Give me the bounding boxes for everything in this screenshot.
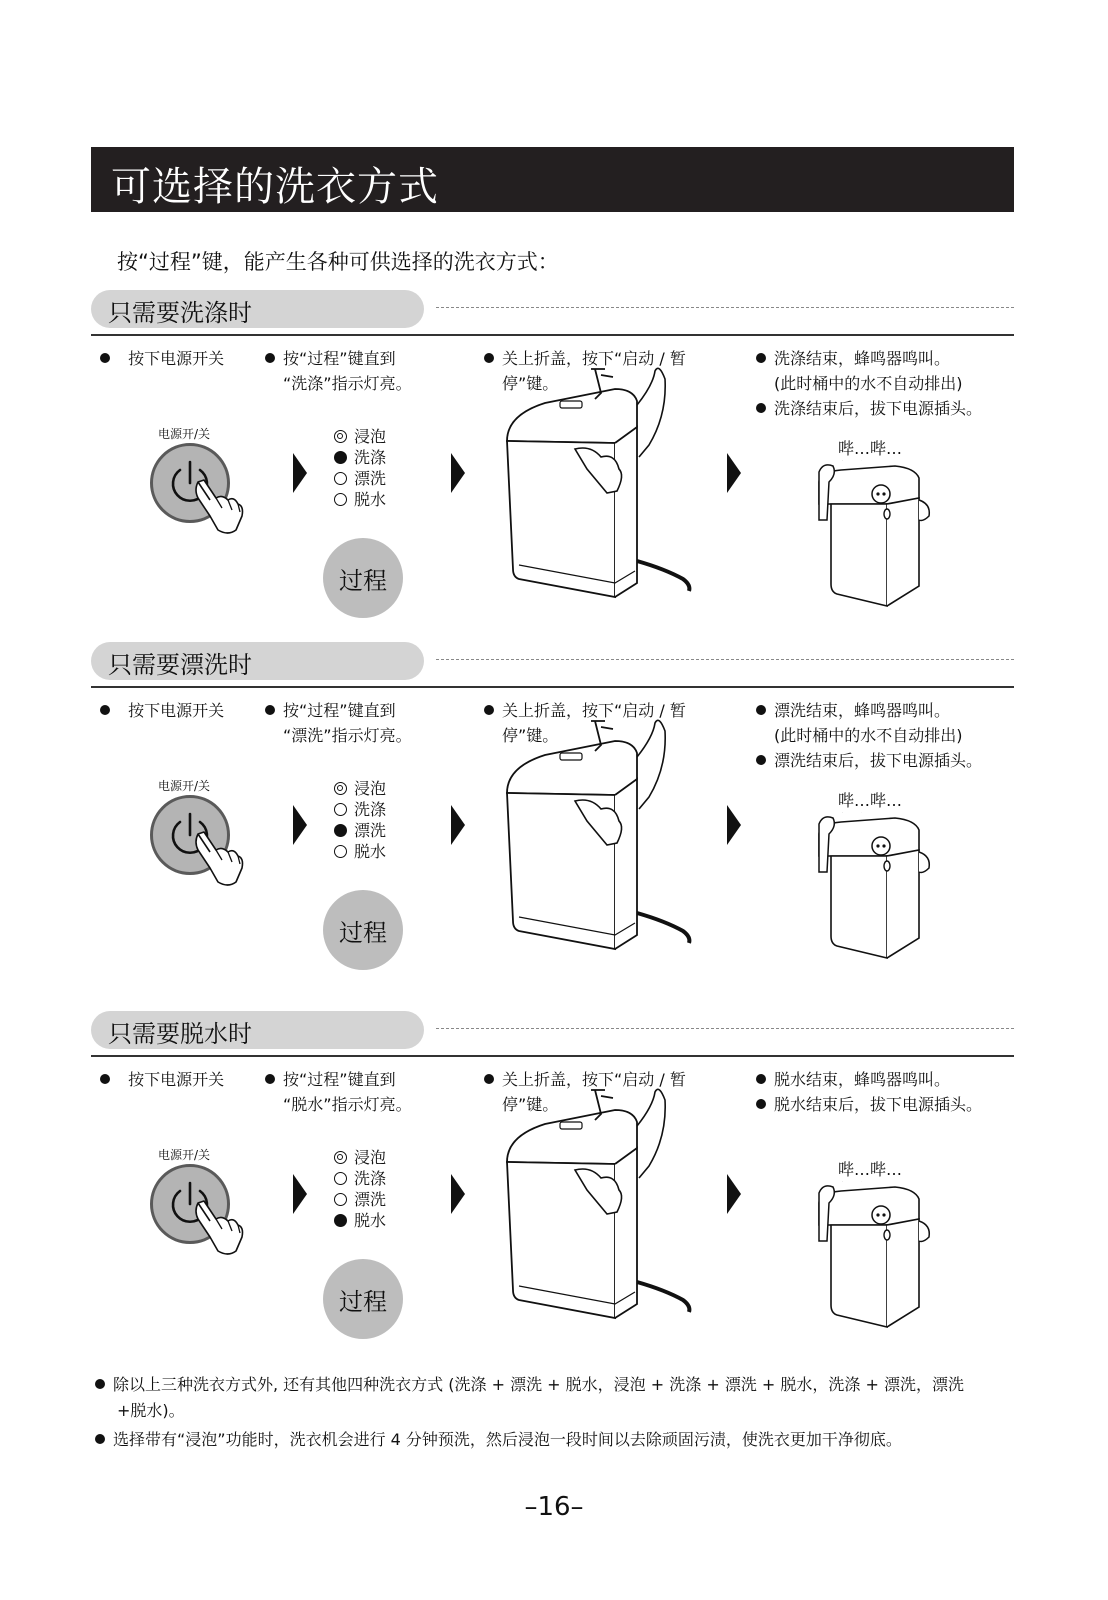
mode-wash — [334, 1168, 386, 1189]
process-button[interactable] — [323, 1259, 403, 1339]
mode-rinse-label: 漂洗 — [354, 1190, 387, 1209]
washing-machine-beeping-icon — [815, 1181, 955, 1331]
step-power-text: 按下电源开关 — [128, 701, 225, 720]
section-rule — [91, 334, 1014, 336]
bullet-icon — [756, 353, 766, 363]
step-process-line1: 按“过程”键直到 — [283, 701, 396, 720]
mode-wash-label: 洗涤 — [354, 448, 387, 467]
note-1 — [95, 1372, 964, 1424]
power-label: 电源开/关 — [158, 779, 211, 793]
pointing-hand-icon — [192, 830, 252, 890]
mode-spin-label: 脱水 — [354, 490, 387, 509]
beep-sound-text: 哔…哔… — [838, 439, 903, 458]
mode-wash-indicator-icon — [334, 1172, 347, 1185]
dashed-divider — [436, 307, 1014, 308]
step-finish-line2: 脱水结束后，拔下电源插头。 — [774, 1095, 983, 1114]
mode-spin-indicator-icon — [334, 1214, 347, 1227]
section-heading-pill — [91, 290, 424, 328]
note-1-line2: +脱水)。 — [117, 1401, 185, 1420]
step-power — [100, 1067, 224, 1092]
mode-spin — [334, 1210, 386, 1231]
mode-spin-label: 脱水 — [354, 842, 387, 861]
mode-soak-label: 浸泡 — [354, 427, 387, 446]
mode-spin-indicator-icon — [334, 493, 347, 506]
step-power-text: 按下电源开关 — [128, 349, 225, 368]
mode-rinse-indicator-icon — [334, 472, 347, 485]
mode-soak-label: 浸泡 — [354, 1148, 387, 1167]
mode-rinse-indicator-icon — [334, 1193, 347, 1206]
step-start-line2: 停”键。 — [502, 1095, 559, 1114]
step-process — [265, 1067, 412, 1117]
mode-spin — [334, 489, 386, 510]
bullet-icon — [756, 705, 766, 715]
mode-wash — [334, 447, 386, 468]
step-start-line2: 停”键。 — [502, 726, 559, 745]
bullet-icon — [100, 353, 110, 363]
section-rule — [91, 1055, 1014, 1057]
step-finish — [756, 698, 982, 773]
bullet-icon — [100, 1074, 110, 1084]
step-finish-line2: (此时桶中的水不自动排出) — [774, 726, 963, 745]
step-process — [265, 698, 412, 748]
mode-indicator-list — [334, 1147, 386, 1231]
step-start-line1: 关上折盖，按下“启动 / 暂 — [502, 701, 686, 720]
arrow-right-icon — [451, 453, 465, 493]
section-2 — [0, 642, 1108, 982]
page-title: 可选择的洗衣方式 — [111, 164, 439, 210]
step-start-line1: 关上折盖，按下“启动 / 暂 — [502, 1070, 686, 1089]
step-start-line1: 关上折盖，按下“启动 / 暂 — [502, 349, 686, 368]
bullet-icon — [756, 1099, 766, 1109]
step-finish-line1: 洗涤结束，蜂鸣器鸣叫。 — [774, 349, 951, 368]
bullet-icon — [756, 403, 766, 413]
step-process-line1: 按“过程”键直到 — [283, 1070, 396, 1089]
washing-machine-beeping-icon — [815, 812, 955, 962]
bullet-icon — [265, 353, 275, 363]
mode-spin — [334, 841, 386, 862]
pointing-hand-icon — [192, 478, 252, 538]
intro-text: 按“过程”键，能产生各种可供选择的洗衣方式： — [117, 250, 559, 274]
washing-machine-lid-icon — [505, 365, 715, 605]
arrow-right-icon — [293, 453, 307, 493]
bullet-icon — [265, 1074, 275, 1084]
step-finish — [756, 346, 982, 421]
note-2-line1: 选择带有“浸泡”功能时，洗衣机会进行 4 分钟预洗，然后浸泡一段时间以去除顽固污渍，使洗衣更加干净彻底。 — [113, 1430, 902, 1449]
arrow-right-icon — [727, 805, 741, 845]
section-heading: 只需要漂洗时 — [108, 651, 252, 679]
section-1 — [0, 290, 1108, 630]
mode-indicator-list — [334, 778, 386, 862]
mode-spin-indicator-icon — [334, 845, 347, 858]
step-process-line2: “漂洗”指示灯亮。 — [283, 726, 412, 745]
bullet-icon — [484, 1074, 494, 1084]
mode-rinse-label: 漂洗 — [354, 821, 387, 840]
mode-spin-label: 脱水 — [354, 1211, 387, 1230]
section-heading: 只需要脱水时 — [108, 1020, 252, 1048]
step-finish — [756, 1067, 982, 1117]
title-bar — [91, 147, 1014, 212]
mode-soak-label: 浸泡 — [354, 779, 387, 798]
mode-wash-label: 洗涤 — [354, 1169, 387, 1188]
arrow-right-icon — [293, 805, 307, 845]
section-heading-pill — [91, 1011, 424, 1049]
arrow-right-icon — [727, 453, 741, 493]
beep-sound-text: 哔…哔… — [838, 791, 903, 810]
bullet-icon — [95, 1379, 105, 1389]
step-process — [265, 346, 412, 396]
mode-indicator-list — [334, 426, 386, 510]
step-finish-line3: 漂洗结束后，拔下电源插头。 — [774, 751, 983, 770]
power-label: 电源开/关 — [158, 1148, 211, 1162]
arrow-right-icon — [451, 1174, 465, 1214]
step-process-line2: “洗涤”指示灯亮。 — [283, 374, 412, 393]
section-3 — [0, 1011, 1108, 1351]
mode-soak — [334, 426, 386, 447]
mode-soak — [334, 778, 386, 799]
mode-rinse — [334, 1189, 386, 1210]
mode-soak-indicator-icon — [334, 782, 347, 795]
washing-machine-lid-icon — [505, 717, 715, 957]
bullet-icon — [756, 1074, 766, 1084]
step-process-line1: 按“过程”键直到 — [283, 349, 396, 368]
bullet-icon — [484, 705, 494, 715]
arrow-right-icon — [727, 1174, 741, 1214]
step-finish-line3: 洗涤结束后，拔下电源插头。 — [774, 399, 983, 418]
note-2 — [95, 1427, 902, 1453]
pointing-hand-icon — [192, 1199, 252, 1259]
step-process-line2: “脱水”指示灯亮。 — [283, 1095, 412, 1114]
bullet-icon — [756, 755, 766, 765]
step-finish-line1: 漂洗结束，蜂鸣器鸣叫。 — [774, 701, 951, 720]
step-start-line2: 停”键。 — [502, 374, 559, 393]
process-button[interactable] — [323, 890, 403, 970]
mode-soak-indicator-icon — [334, 430, 347, 443]
mode-soak — [334, 1147, 386, 1168]
bullet-icon — [95, 1434, 105, 1444]
bullet-icon — [100, 705, 110, 715]
mode-wash-indicator-icon — [334, 451, 347, 464]
process-button-label: 过程 — [339, 567, 387, 595]
note-1-line1: 除以上三种洗衣方式外, 还有其他四种洗衣方式 (洗涤 + 漂洗 + 脱水，浸泡 + 洗涤 + 漂洗 + 脱水，洗涤 + 漂洗，漂洗 — [113, 1375, 964, 1394]
step-finish-line1: 脱水结束，蜂鸣器鸣叫。 — [774, 1070, 951, 1089]
mode-wash — [334, 799, 386, 820]
arrow-right-icon — [293, 1174, 307, 1214]
beep-sound-text: 哔…哔… — [838, 1160, 903, 1179]
process-button-label: 过程 — [339, 1288, 387, 1316]
dashed-divider — [436, 659, 1014, 660]
mode-rinse — [334, 820, 386, 841]
step-finish-line2: (此时桶中的水不自动排出) — [774, 374, 963, 393]
mode-wash-label: 洗涤 — [354, 800, 387, 819]
washing-machine-beeping-icon — [815, 460, 955, 610]
page-number: –16– — [524, 1492, 584, 1522]
washing-machine-lid-icon — [505, 1086, 715, 1326]
step-power — [100, 698, 224, 723]
arrow-right-icon — [451, 805, 465, 845]
step-power-text: 按下电源开关 — [128, 1070, 225, 1089]
section-heading: 只需要洗涤时 — [108, 299, 252, 327]
process-button-label: 过程 — [339, 919, 387, 947]
bullet-icon — [265, 705, 275, 715]
mode-rinse — [334, 468, 386, 489]
process-button[interactable] — [323, 538, 403, 618]
power-label: 电源开/关 — [158, 427, 211, 441]
section-rule — [91, 686, 1014, 688]
mode-wash-indicator-icon — [334, 803, 347, 816]
mode-rinse-label: 漂洗 — [354, 469, 387, 488]
section-heading-pill — [91, 642, 424, 680]
mode-soak-indicator-icon — [334, 1151, 347, 1164]
mode-rinse-indicator-icon — [334, 824, 347, 837]
step-power — [100, 346, 224, 371]
bullet-icon — [484, 353, 494, 363]
dashed-divider — [436, 1028, 1014, 1029]
